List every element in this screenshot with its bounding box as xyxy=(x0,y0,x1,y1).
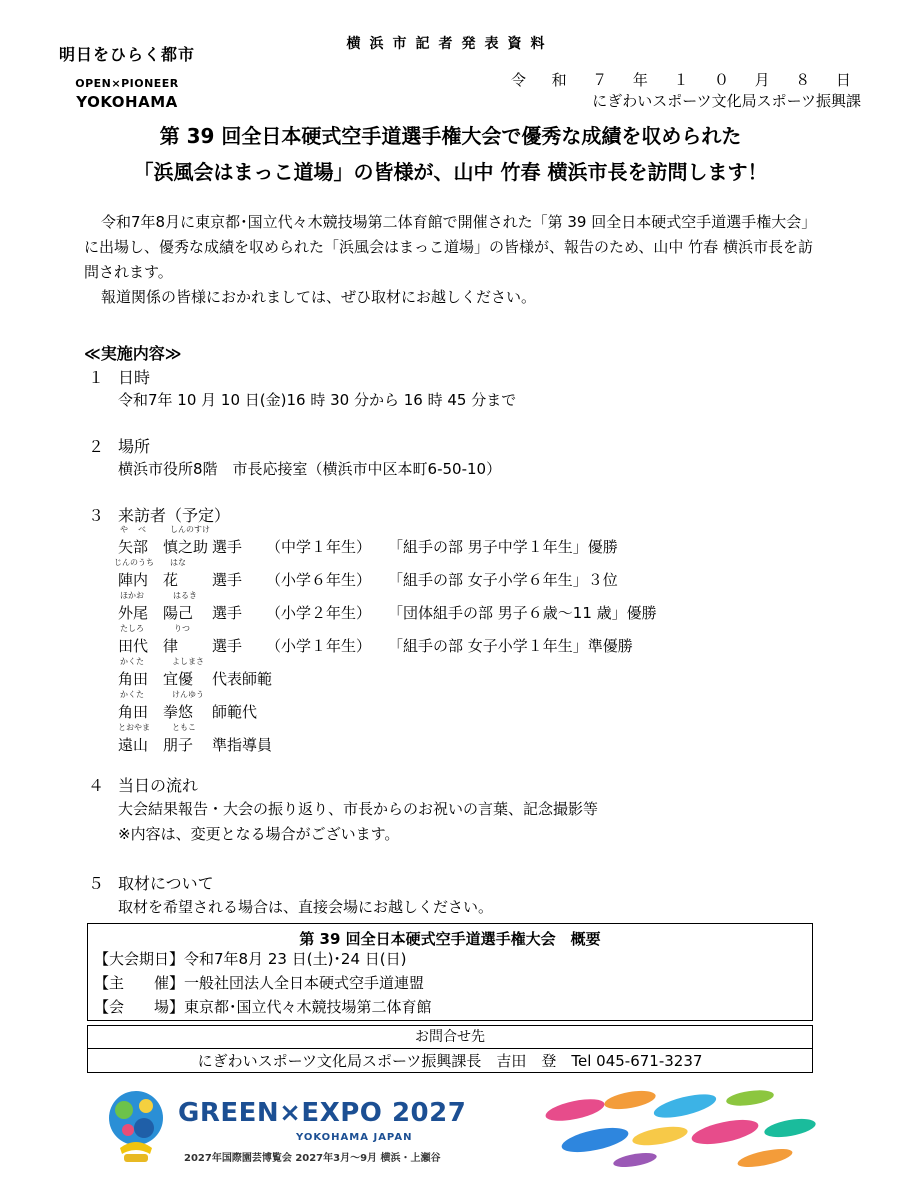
visitor-role: 選手 xyxy=(212,538,243,556)
item-datetime-value: 令和7年 10 月 10 日(金)16 時 30 分から 16 時 45 分まで xyxy=(118,391,517,409)
visitor-result: 「団体組手の部 男子６歳～11 歳」優勝 xyxy=(388,604,657,622)
item-flow-value: 大会結果報告・大会の振り返り、市長からのお祝いの言葉、記念撮影等 xyxy=(118,800,599,818)
overview-date: 【大会期日】令和7年8月 23 日(土)･24 日(日) xyxy=(94,950,407,968)
visitor-name: 外尾 陽己 xyxy=(118,604,194,622)
visitor-role: 選手 xyxy=(212,571,243,589)
visitor-grade: （中学１年生） xyxy=(266,538,372,556)
overview-venue: 【会 場】東京都･国立代々木競技場第二体育館 xyxy=(94,998,432,1016)
item-venue-value: 横浜市役所8階 市長応接室（横浜市中区本町6-50-10） xyxy=(118,460,502,478)
contact-detail: にぎわいスポーツ文化局スポーツ振興課長 吉田 登 Tel 045-671-3237 xyxy=(197,1052,703,1070)
logo-open-pioneer: OPEN×PIONEER xyxy=(75,77,179,90)
visitor-name: 田代 律 xyxy=(118,637,179,655)
intro-paragraph: 令和7年8月に東京都･国立代々木競技場第二体育館で開催された「第 39 回全日本硬式空手道選手権大会」に出場し、優秀な成績を収められた「浜風会はまっこ道場」の皆様が、報告のため、山中 竹春 横浜市長を訪問されます。 xyxy=(84,213,817,281)
city-logo xyxy=(42,42,212,111)
expo-mascot-icon xyxy=(106,1088,166,1166)
expo-subtitle: YOKOHAMA JAPAN xyxy=(296,1132,413,1143)
expo-name: GREEN×EXPO 2027 xyxy=(178,1098,467,1128)
visitor-name: 矢部 慎之助 xyxy=(118,538,209,556)
visitor-grade: （小学２年生） xyxy=(266,604,372,622)
item-title-visitors: 来訪者（予定） xyxy=(118,506,231,525)
item-title-datetime: 日時 xyxy=(118,368,151,387)
item-title-venue: 場所 xyxy=(118,437,151,456)
issue-date: 令 和 ７ 年 １ ０ 月 ８ 日 xyxy=(511,71,851,89)
overview-organizer: 【主 催】一般社団法人全日本硬式空手道連盟 xyxy=(94,974,425,992)
visitor-name: 角田 拳悠 xyxy=(118,703,194,721)
item-flow-note: ※内容は、変更となる場合がございます。 xyxy=(118,825,400,843)
visitor-name: 角田 宜優 xyxy=(118,670,194,688)
visitor-grade: （小学１年生） xyxy=(266,637,372,655)
expo-decorative-graphic xyxy=(535,1088,825,1170)
visitor-role: 選手 xyxy=(212,604,243,622)
contact-box xyxy=(87,1025,813,1073)
visitor-role: 師範代 xyxy=(212,703,258,721)
department-name: にぎわいスポーツ文化局スポーツ振興課 xyxy=(592,92,861,110)
logo-city-name: YOKOHAMA xyxy=(76,93,178,111)
visitor-grade: （小学６年生） xyxy=(266,571,372,589)
item-number: ４ xyxy=(88,776,105,795)
visitor-role: 代表師範 xyxy=(212,670,273,688)
item-number: ３ xyxy=(88,506,105,525)
visitor-name: 遠山 朋子 xyxy=(118,736,194,754)
visitor-result: 「組手の部 女子小学６年生」３位 xyxy=(388,571,618,589)
visitor-role: 準指導員 xyxy=(212,736,273,754)
item-number: ２ xyxy=(88,437,105,456)
logo-tagline: 明日をひらく都市 xyxy=(58,45,195,64)
visitor-name: 陣内 花 xyxy=(118,571,179,589)
overview-title: 第 39 回全日本硬式空手道選手権大会 概要 xyxy=(299,930,601,948)
tournament-overview-box xyxy=(87,923,813,1021)
page-title-line-2: 「浜風会はまっこ道場」の皆様が、山中 竹春 横浜市長を訪問します！ xyxy=(133,160,768,184)
contact-heading: お問合せ先 xyxy=(88,1026,812,1049)
page-title-line-1: 第 39 回全日本硬式空手道選手権大会で優秀な成績を収められた xyxy=(159,124,742,148)
visitor-role: 選手 xyxy=(212,637,243,655)
visitor-result: 「組手の部 男子中学１年生」優勝 xyxy=(388,538,618,556)
visitor-result: 「組手の部 女子小学１年生」準優勝 xyxy=(388,637,633,655)
item-title-flow: 当日の流れ xyxy=(118,776,199,795)
item-number: １ xyxy=(88,368,105,387)
item-coverage-value: 取材を希望される場合は、直接会場にお越しください。 xyxy=(118,898,494,916)
expo-note: 2027年国際園芸博覧会 2027年3月～9月 横浜・上瀬谷 xyxy=(184,1153,441,1164)
document-type: 横浜市記者発表資料 xyxy=(346,36,554,52)
intro-paragraph-2: 報道関係の皆様におかれましては、ぜひ取材にお越しください。 xyxy=(101,288,537,306)
item-number: ５ xyxy=(88,874,105,893)
item-title-coverage: 取材について xyxy=(118,874,214,893)
section-heading: ≪実施内容≫ xyxy=(84,344,182,363)
